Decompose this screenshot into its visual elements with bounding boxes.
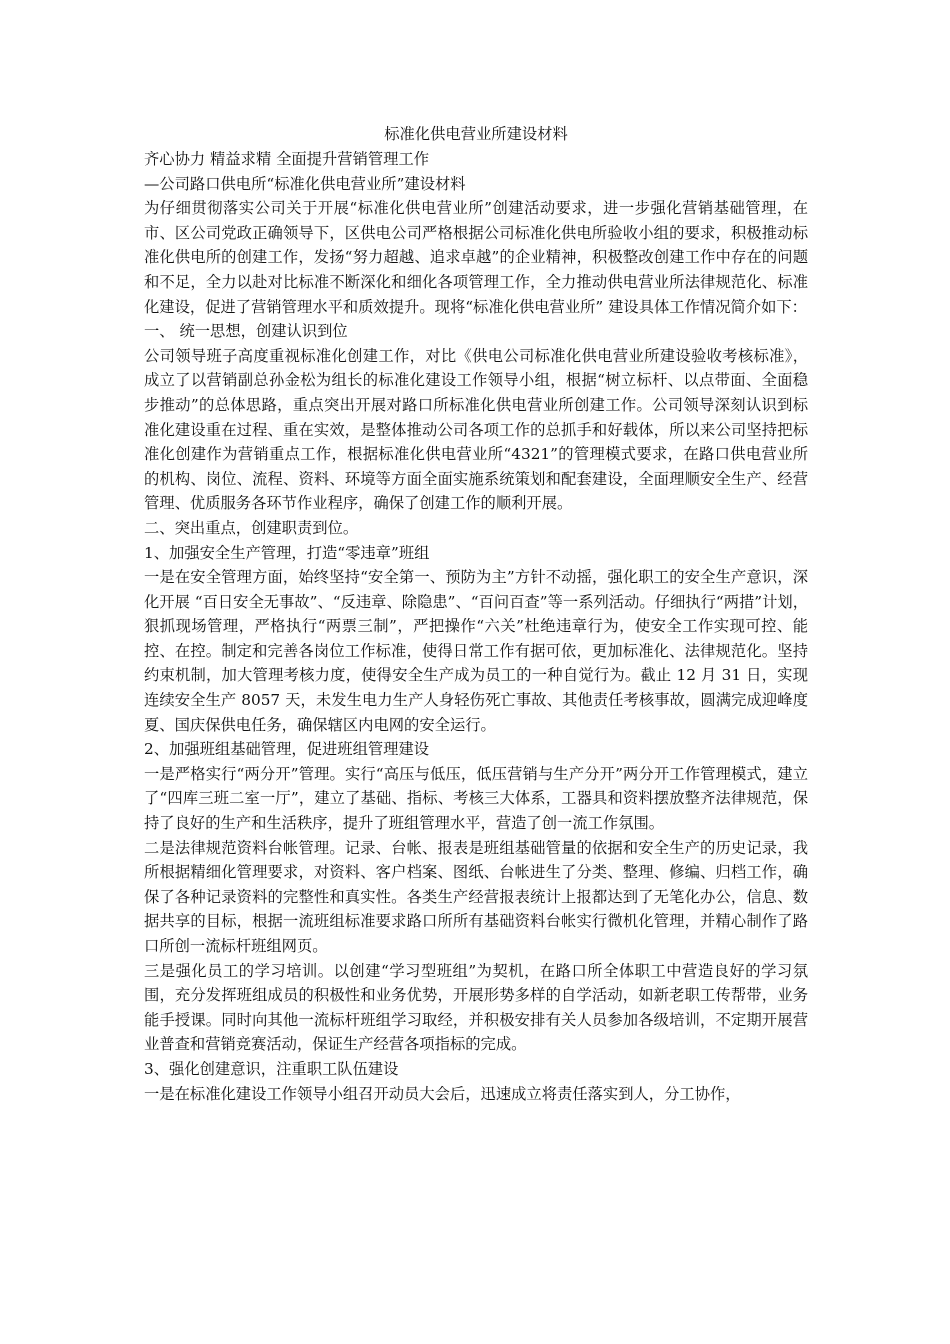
paragraph-2-2-b: 二是法律规范资料台帐管理。记录、台帐、报表是班组基础管量的依据和安全生产的历史记录，我所根据精细化管理要求，对资料、客户档案、图纸、台帐进生了分类、整理、修编、归档工作，确保了各种记录资料的完整性和真实性。各类生产经营报表统计上报都达到了无笔化办公，信息、数据共享的目标，根据一流班组标准要求路口所所有基础资料台帐实行微机化管理，并精心制作了路口所创一流标杆班组网页。 [144,838,808,955]
document-title: 标准化供电营业所建设材料 [384,125,568,143]
paragraph-2-1: 一是在安全管理方面，始终坚持“安全第一、预防为主”方针不动摇，强化职工的安全生产意识，深化开展 “百日安全无事故”、“反违章、除隐患”、“百问百查”等一系列活动。仔细执行“两措”计划，狠抓现场管理，严格执行“两票三制”，严把操作“六关”杜绝违章行为，使安全工作实现可控、能控、在控。制定和完善各岗位工作标准，使得日常工作有据可依，更加标准化、法律规范化。坚持约束机制，加大管理考核力度，使得安全生产成为员工的一种自觉行为。截止 12 月 31 日，实现连续安全生产 8057 天，未发生电力生产人身轻伤死亡事故、其他责任考核事故，圆满完成迎峰度夏、国庆保供电任务，确保辖区内电网的安全运行。 [144,568,809,734]
document-subtitle: 齐心协力 精益求精 全面提升营销管理工作 [144,150,430,168]
paragraph-section-1: 公司领导班子高度重视标准化创建工作，对比《供电公司标准化供电营业所建设验收考核标准》，成立了以营销副总孙金松为组长的标准化建设工作领导小组，根据“树立标杆、以点带面、全面稳步推动”的总体思路，重点突出开展对路口所标准化供电营业所创建工作。公司领导深刻认识到标准化建设重在过程、重在实效，是整体推动公司各项工作的总抓手和好载体，所以来公司坚持把标准化创建作为营销重点工作，根据标准化供电营业所“4321”的管理模式要求，在路口供电营业所的机构、岗位、流程、资料、环境等方面全面实施系统策划和配套建设，全面理顺安全生产、经营管理、优质服务各环节作业程序，确保了创建工作的顺利开展。 [144,346,808,513]
subheading-2-2: 2、加强班组基础管理，促进班组管理建设 [144,740,430,759]
subheading-2-1: 1、加强安全生产管理，打造“零违章”班组 [144,543,430,562]
document-subtitle-2: —公司路口供电所“标准化供电营业所”建设材料 [144,174,466,193]
paragraph-2-2-c: 三是强化员工的学习培训。以创建“学习型班组”为契机，在路口所全体职工中营造良好的学习氛围，充分发挥班组成员的积极性和业务优势，开展形势多样的自学活动，如新老职工传帮带，业务能手授课。同时向其他一流标杆班组学习取经，并积极安排有关人员参加各级培训，不定期开展营业普查和营销竞赛活动，保证生产经营各项指标的完成。 [144,961,808,1054]
subheading-2-3: 3、强化创建意识，注重职工队伍建设 [144,1059,399,1078]
section-heading-1: 一、 统一思想，创建认识到位 [144,322,348,341]
section-heading-2: 二、突出重点，创建职责到位。 [144,518,359,537]
paragraph-2-2-a: 一是严格实行“两分开”管理。实行“高压与低压，低压营销与生产分开”两分开工作管理模式，建立了“四库三班二室一厅”，建立了基础、指标、考核三大体系，工器具和资料摆放整齐法律规范，保持了良好的生产和生活秩序，提升了班组管理水平，营造了创一流工作氛围。 [144,764,808,833]
paragraph-2-3-a: 一是在标准化建设工作领导小组召开动员大会后，迅速成立将责任落实到人，分工协作， [144,1084,741,1103]
paragraph-intro: 为仔细贯彻落实公司关于开展“标准化供电营业所”创建活动要求，进一步强化营销基础管理，在市、区公司党政正确领导下，区供电公司严格根据公司标准化供电所验收小组的要求，积极推动标准化供电所的创建工作，发扬“努力超越、追求卓越”的企业精神，积极整改创建工作中存在的问题和不足，全力以赴对比标准不断深化和细化各项管理工作，全力推动供电营业所法律规范化、标准化建设，促进了营销管理水平和质效提升。现将“标准化供电营业所” 建设具体工作情况简介如下： [144,199,808,316]
document-page [144,122,808,1106]
